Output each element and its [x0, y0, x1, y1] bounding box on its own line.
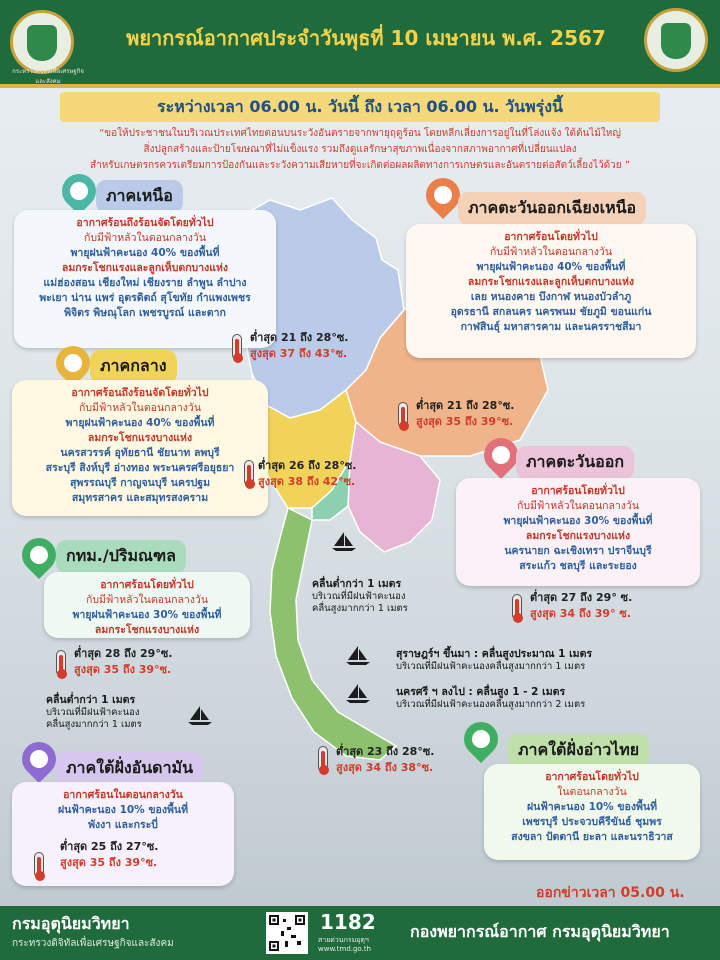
bangkok-region-title: กทม./ปริมณฑล [56, 540, 186, 573]
central-line-2: กับมีฟ้าหลัวในตอนกลางวัน [78, 402, 202, 414]
central-temperature [258, 458, 356, 490]
gulf-low-wave-title: นครศรี ฯ ลงไป : คลื่นสูง 1 - 2 เมตร [396, 686, 566, 698]
south-west-temp-low: ต่ำสุด 25 ถึง 27°ซ. [60, 840, 159, 853]
gulf-low-boat-icon [344, 682, 372, 704]
north-line-7: พิจิตร พิษณุโลก เพชรบูรณ์ และตาก [64, 307, 226, 319]
northeast-thermometer-icon [398, 402, 408, 428]
south-west-thermometer-icon [34, 852, 44, 878]
east-line-5: นครนายก ฉะเชิงเทรา ปราจีนบุรี [504, 545, 652, 557]
northeast-line-1: อากาศร้อนโดยทั่วไป [504, 231, 598, 243]
ministry-logo-caption: กระทรวงดิจิทัลเพื่อเศรษฐกิจและสังคม [12, 68, 84, 85]
central-temp-high: สูงสุด 38 ถึง 42°ซ. [258, 475, 356, 488]
central-forecast-card [12, 380, 268, 516]
north-line-5: แม่ฮ่องสอน เชียงใหม่ เชียงราย ลำพูน ลำปาง [43, 277, 247, 289]
east-temp-high: สูงสุด 34 ถึง 39° ซ. [530, 607, 632, 620]
bangkok-forecast-card [44, 572, 250, 638]
central-line-7: สุพรรณบุรี กาญจนบุรี นครปฐม [69, 477, 211, 489]
central-line-1: อากาศร้อนถึงร้อนจัดโดยทั่วไป [71, 387, 209, 399]
central-line-6: สระบุรี สิงห์บุรี อ่างทอง พระนครศรีอยุธยา [45, 462, 235, 474]
bangkok-temperature [74, 646, 172, 678]
east-line-6: สระแก้ว ชลบุรี และระยอง [519, 560, 637, 572]
notice-line-2: สิ่งปลูกสร้างและป้ายโฆษณาที่ไม่แข็งแรง รวมถึงดูแลรักษาสุขภาพเนื่องจากสภาพอากาศที่เปลี่ยนแปลง [143, 144, 577, 155]
hotline-label: สายด่วนกรมอุตุฯ [318, 936, 369, 944]
notice-line-3: สำหรับเกษตรกรควรเตรียมการป้องกันและระวังความเสียหายที่จะเกิดต่อผลผลิตทางการเกษตรและอันตรายต่อสัตว์เลี้ยงไว้ด้วย ” [89, 160, 631, 171]
south-east-forecast-card [484, 764, 700, 860]
south-west-line-1: อากาศร้อนในตอนกลางวัน [63, 789, 183, 801]
east-pin-icon [482, 436, 518, 476]
northeast-line-7: กาฬสินธุ์ มหาสารคาม และนครราชสีมา [460, 321, 642, 333]
andaman-boat-icon [186, 704, 214, 726]
bangkok-line-2: กับมีฟ้าหลัวในตอนกลางวัน [85, 594, 209, 606]
gulf-mid-wave-title: สุราษฎร์ฯ ขึ้นมา : คลื่นสูงประมาณ 1 เมตร [396, 648, 593, 660]
east-line-3: พายุฝนฟ้าคะนอง 30% ของพื้นที่ [503, 515, 653, 527]
south-west-line-2: ฝนฟ้าคะนอง 10% ของพื้นที่ [57, 804, 188, 816]
northeast-temp-low: ต่ำสุด 21 ถึง 28°ซ. [416, 399, 515, 412]
northeast-line-4: ลมกระโชกแรงและลูกเห็บตกบางแห่ง [467, 276, 635, 288]
south-east-temperature [336, 744, 434, 776]
south-west-temperature [20, 839, 226, 871]
east-line-2: กับมีฟ้าหลัวในตอนกลางวัน [516, 500, 640, 512]
east-forecast-card [456, 478, 700, 586]
andaman-wave-info [46, 694, 142, 731]
qr-code-icon[interactable] [266, 912, 308, 954]
gulf-low-wave-line-1: บริเวณที่มีฝนฟ้าคะนองคลื่นสูงมากกว่า 2 เมตร [396, 699, 586, 710]
north-region-title: ภาคเหนือ [96, 180, 183, 213]
gulf-upper-wave-title: คลื่นต่ำกว่า 1 เมตร [312, 578, 402, 590]
andaman-wave-line-1: บริเวณที่มีฝนฟ้าคะนอง [46, 707, 140, 718]
tmd-logo [644, 8, 708, 72]
bangkok-line-4: ลมกระโชกแรงบางแห่ง [94, 624, 200, 636]
hotline-info [318, 936, 371, 954]
northeast-pin-icon [424, 176, 460, 216]
north-line-6: พะเยา น่าน แพร่ อุตรดิตถ์ สุโขทัย กำแพงเพชร [39, 292, 251, 304]
south-west-region-title: ภาคใต้ฝั่งอันดามัน [56, 752, 203, 785]
andaman-wave-title: คลื่นต่ำกว่า 1 เมตร [46, 694, 136, 706]
central-region-title: ภาคกลาง [90, 350, 177, 383]
central-pin-icon [54, 344, 90, 384]
north-pin-icon [60, 172, 96, 212]
south-east-line-4: เพชรบุรี ประจวบคีรีขันธ์ ชุมพร [522, 816, 662, 828]
central-thermometer-icon [244, 460, 254, 486]
south-east-line-5: สงขลา ปัตตานี ยะลา และนราธิวาส [511, 831, 673, 843]
northeast-line-5: เลย หนองคาย บึงกาฬ หนองบัวลำภู [470, 291, 632, 303]
north-temperature [250, 330, 348, 362]
south-east-thermometer-icon [318, 746, 328, 772]
central-line-3: พายุฝนฟ้าคะนอง 40% ของพื้นที่ [65, 417, 215, 429]
south-east-region-title: ภาคใต้ฝั่งอ่าวไทย [508, 734, 649, 767]
south-east-temp-high: สูงสุด 34 ถึง 38°ซ. [336, 761, 434, 774]
south-west-line-3: พังงา และกระบี่ [88, 819, 158, 831]
south-west-pin-icon [20, 740, 56, 780]
footer-bar [0, 906, 720, 960]
website-link[interactable]: www.tmd.go.th [318, 945, 371, 953]
bangkok-line-1: อากาศร้อนโดยทั่วไป [100, 579, 194, 591]
east-line-1: อากาศร้อนโดยทั่วไป [531, 485, 625, 497]
east-line-4: ลมกระโชกแรงบางแห่ง [525, 530, 631, 542]
central-line-5: นครสวรรค์ อุทัยธานี ชัยนาท ลพบุรี [60, 447, 220, 459]
east-region-title: ภาคตะวันออก [516, 446, 634, 479]
notice-line-1: “ขอให้ประชาชนในบริเวณประเทศไทยตอนบนระวังอันตรายจากพายุฤดูร้อน โดยหลีกเลี่ยงการอยู่ในที่โล่งแจ้ง ใต้ต้นไม้ใหญ่ [99, 128, 621, 139]
gulf-upper-boat-icon [330, 530, 358, 552]
footer-org-name: กรมอุตุนิยมวิทยา [12, 914, 130, 933]
gulf-low-wave-info [396, 686, 585, 711]
central-line-8: สมุทรสาคร และสมุทรสงคราม [71, 492, 209, 504]
east-temp-low: ต่ำสุด 27 ถึง 29° ซ. [530, 591, 633, 604]
northeast-temp-high: สูงสุด 35 ถึง 39°ซ. [416, 415, 514, 428]
south-east-pin-icon [462, 720, 498, 760]
north-thermometer-icon [232, 334, 242, 360]
gulf-upper-wave-info [312, 578, 408, 615]
gulf-mid-boat-icon [344, 644, 372, 666]
page-title: พยากรณ์อากาศประจำวันพุธที่ 10 เมษายน พ.ศ. 2567 [126, 26, 606, 50]
northeast-forecast-card [406, 224, 696, 358]
south-east-temp-low: ต่ำสุด 23 ถึง 28°ซ. [336, 745, 435, 758]
issued-time: ออกข่าวเวลา 05.00 น. [536, 885, 685, 901]
south-west-temp-high: สูงสุด 35 ถึง 39°ซ. [60, 856, 158, 869]
northeast-temperature [416, 398, 514, 430]
gulf-mid-wave-line-1: บริเวณที่มีฝนฟ้าคะนองคลื่นสูงมากกว่า 1 เมตร [396, 661, 586, 672]
north-line-2: กับมีฟ้าหลัวในตอนกลางวัน [83, 232, 207, 244]
forecast-time-range: ระหว่างเวลา 06.00 น. วันนี้ ถึง เวลา 06.00 น. วันพรุ่งนี้ [60, 92, 660, 122]
ministry-logo [10, 10, 74, 74]
northeast-line-6: อุดรธานี สกลนคร นครพนม ชัยภูมิ ขอนแก่น [450, 306, 652, 318]
northeast-line-2: กับมีฟ้าหลัวในตอนกลางวัน [489, 246, 613, 258]
northeast-line-3: พายุฝนฟ้าคะนอง 40% ของพื้นที่ [476, 261, 626, 273]
bangkok-line-3: พายุฝนฟ้าคะนอง 30% ของพื้นที่ [72, 609, 222, 621]
east-temperature [530, 590, 632, 622]
south-east-line-1: อากาศร้อนโดยทั่วไป [545, 771, 639, 783]
footer-division-name: กองพยากรณ์อากาศ กรมอุตุนิยมวิทยา [410, 922, 670, 941]
gulf-mid-wave-info [396, 648, 592, 673]
north-temp-high: สูงสุด 37 ถึง 43°ซ. [250, 347, 348, 360]
east-thermometer-icon [512, 594, 522, 620]
hotline-number: 1182 [320, 910, 376, 934]
bangkok-temp-high: สูงสุด 35 ถึง 39°ซ. [74, 663, 172, 676]
central-line-4: ลมกระโชกแรงบางแห่ง [87, 432, 193, 444]
andaman-wave-line-2: คลื่นสูงมากกว่า 1 เมตร [46, 719, 142, 730]
north-forecast-card [14, 210, 276, 348]
north-line-1: อากาศร้อนถึงร้อนจัดโดยทั่วไป [76, 217, 214, 229]
north-line-4: ลมกระโชกแรงและลูกเห็บตกบางแห่ง [61, 262, 229, 274]
gulf-upper-wave-line-1: บริเวณที่มีฝนฟ้าคะนอง [312, 591, 406, 602]
south-west-forecast-card [12, 782, 234, 886]
south-east-line-2: ในตอนกลางวัน [557, 786, 627, 798]
south-east-line-3: ฝนฟ้าคะนอง 10% ของพื้นที่ [526, 801, 657, 813]
footer-ministry-name: กระทรวงดิจิทัลเพื่อเศรษฐกิจและสังคม [12, 938, 174, 949]
bangkok-thermometer-icon [56, 650, 66, 676]
gulf-upper-wave-line-2: คลื่นสูงมากกว่า 1 เมตร [312, 603, 408, 614]
central-temp-low: ต่ำสุด 26 ถึง 28°ซ. [258, 459, 357, 472]
north-line-3: พายุฝนฟ้าคะนอง 40% ของพื้นที่ [70, 247, 220, 259]
north-temp-low: ต่ำสุด 21 ถึง 28°ซ. [250, 331, 349, 344]
bangkok-temp-low: ต่ำสุด 28 ถึง 29°ซ. [74, 647, 173, 660]
northeast-region-title: ภาคตะวันออกเฉียงเหนือ [458, 192, 646, 225]
bangkok-pin-icon [20, 536, 56, 576]
